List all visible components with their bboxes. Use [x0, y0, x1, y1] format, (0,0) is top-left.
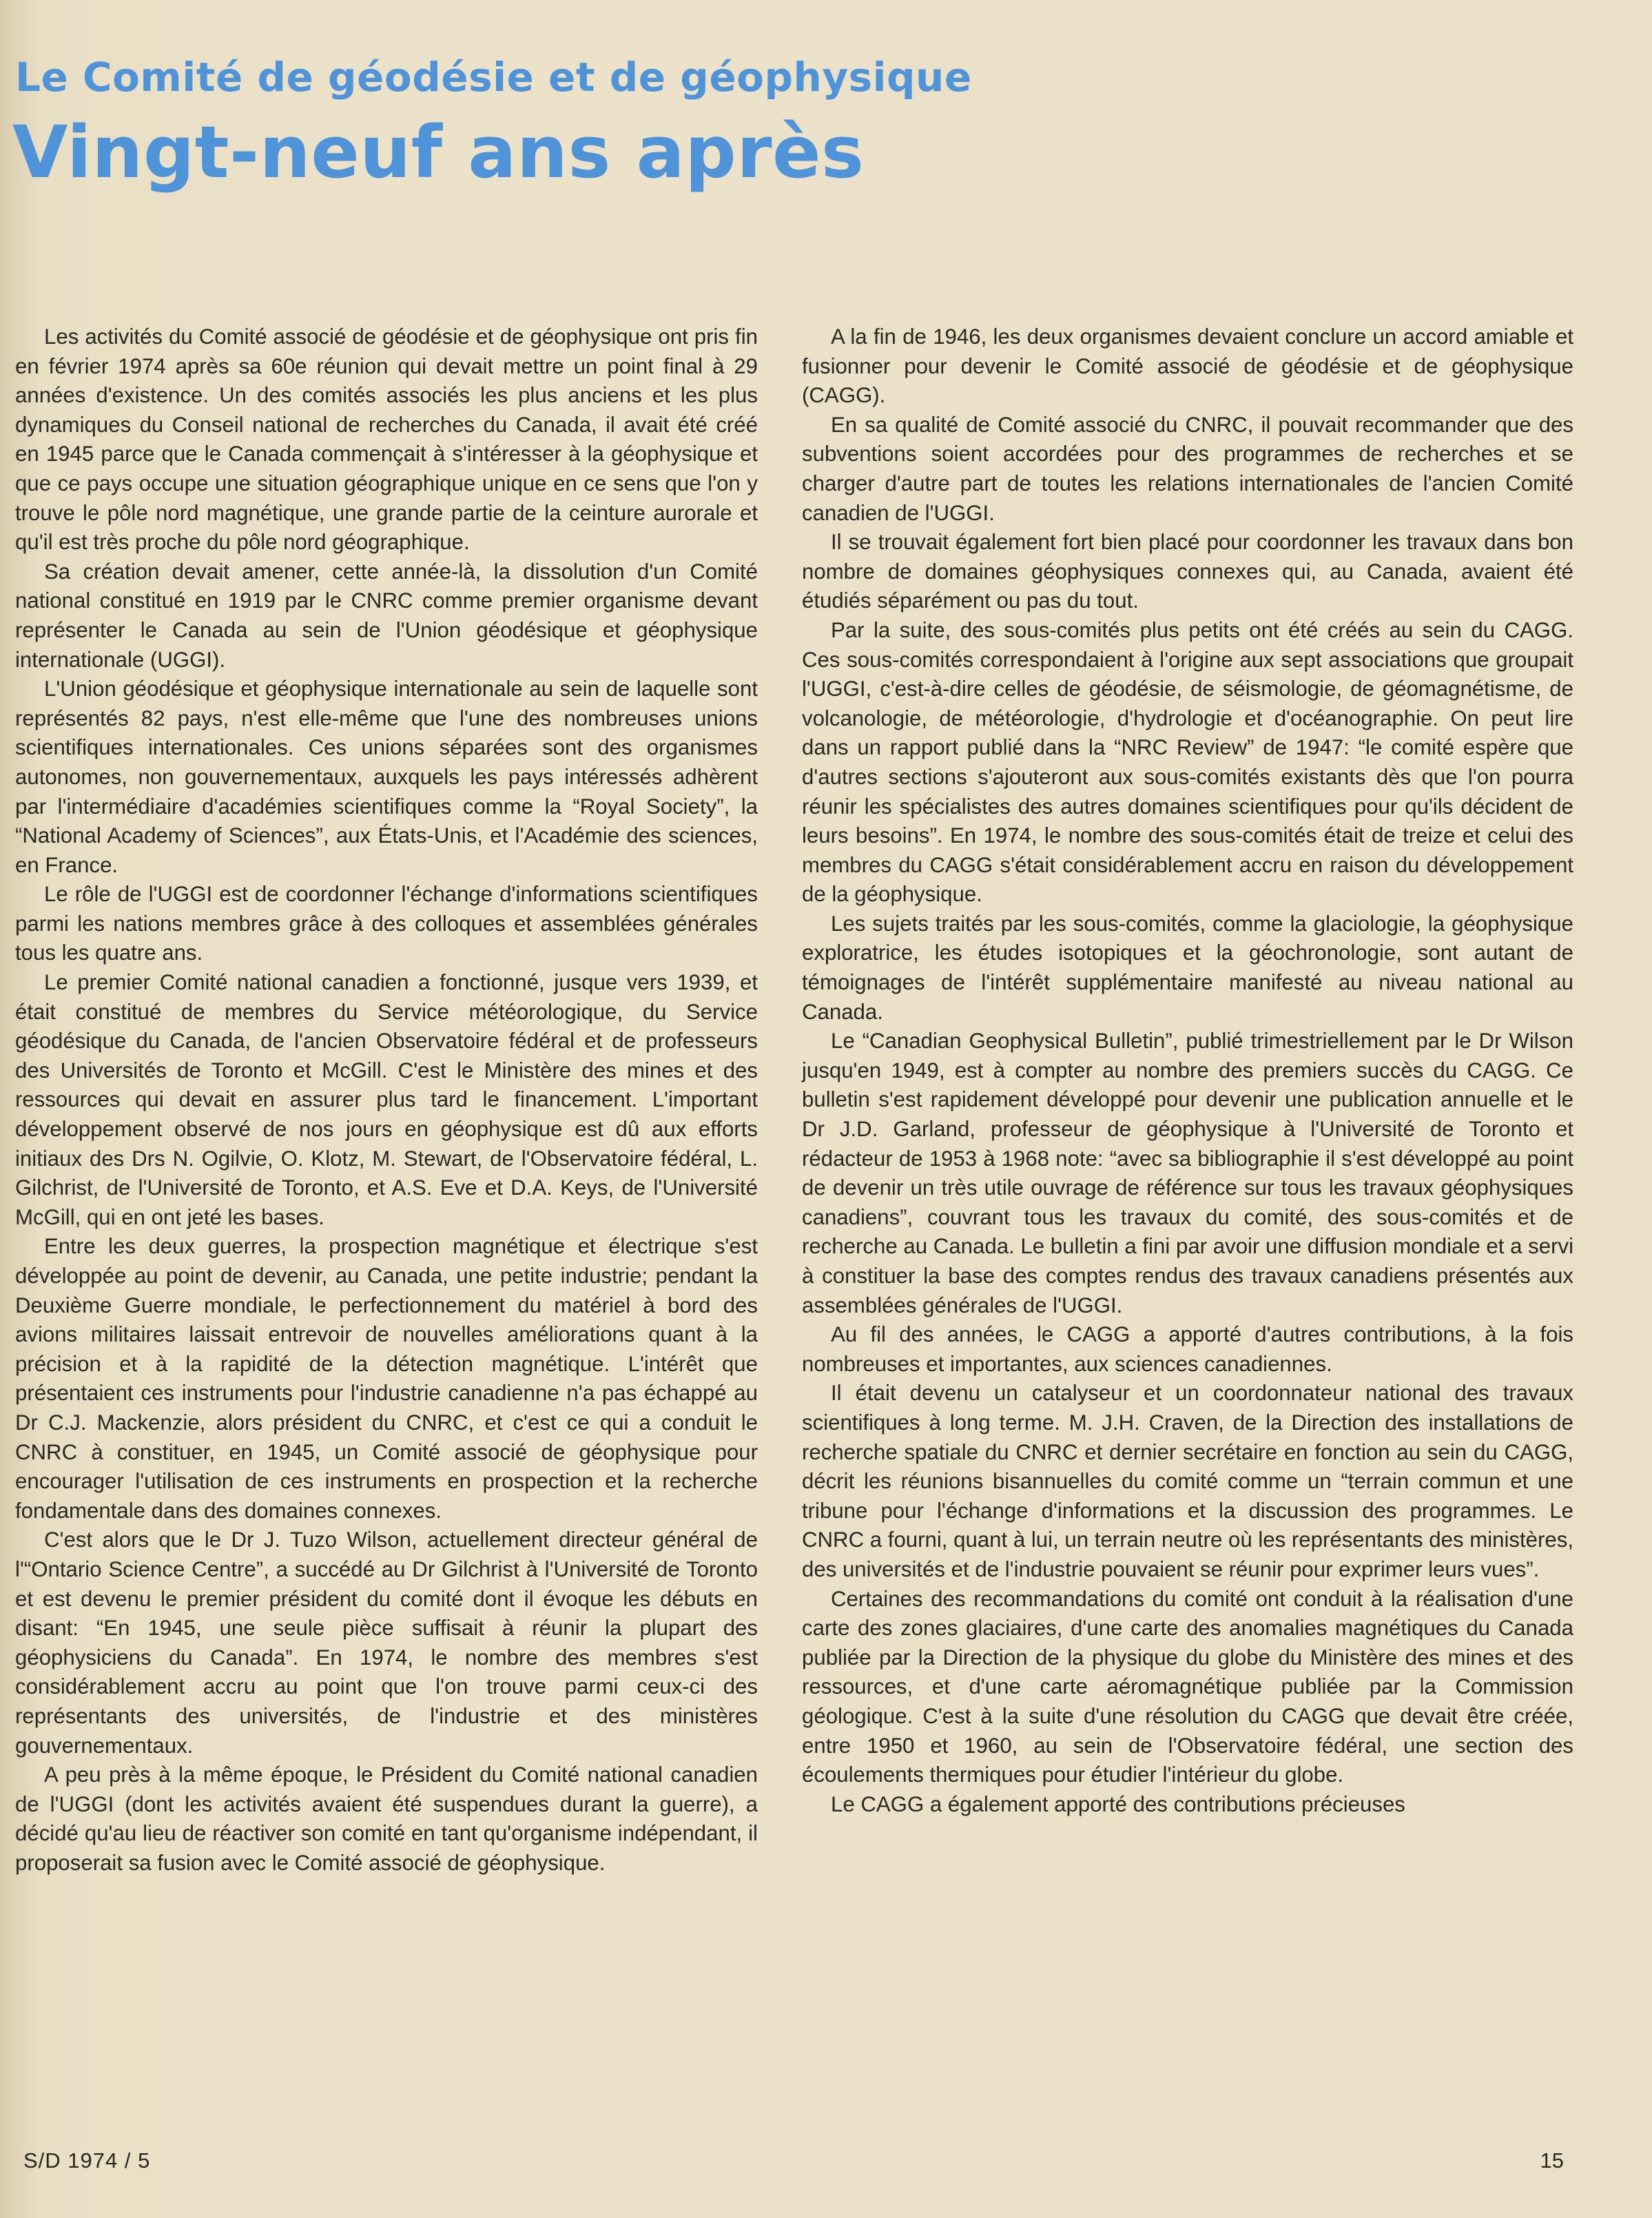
paragraph: A peu près à la même époque, le Président du Comité national canadien de l'UGGI (dont les activités avaient été suspendues durant la guerre), a décidé qu'au lieu de réactiver son comité en tant qu'organisme indépendant, il proposerait sa fusion avec le Comité associé de géophysique.: [15, 1763, 758, 1875]
paragraph: Le rôle de l'UGGI est de coordonner l'échange d'informations scientifiques parmi les nations membres grâce à des colloques et assemblées générales tous les quatre ans.: [15, 882, 758, 965]
paragraph: Entre les deux guerres, la prospection magnétique et électrique s'est développée au point de devenir, au Canada, une petite industrie; pendant la Deuxième Guerre mondiale, le perfectionnement du matériel à bord des avions militaires laissait entrevoir de nouvelles améliorations quant à la précision et à la rapidité de la détection magnétique. L'intérêt que présentaient ces instruments pour l'industrie canadienne n'a pas échappé au Dr C.J. Mackenzie, alors président du CNRC, et c'est ce qui a conduit le CNRC à constituer, en 1945, un Comité associé de géophysique pour encourager l'utilisation de ces instruments en prospection et la recherche fondamentale dans des domaines connexes.: [15, 1234, 758, 1523]
article-title: Vingt-neuf ans après: [12, 110, 865, 194]
paragraph: Le CAGG a également apporté des contributions précieuses: [831, 1791, 1405, 1816]
paragraph: Les activités du Comité associé de géodésie et de géophysique ont pris fin en février 1974 après sa 60e réunion qui devait mettre un point final à 29 années d'existence. Un des comités associés les plus anciens et les plus dynamiques du Conseil national de recherches du Canada, il avait été créé en 1945 parce que le Canada commençait à s'intéresser à la géophysique et que ce pays occupe une situation géographique unique en ce sens que l'on y trouve le pôle nord magnétique, une grande partie de la ceinture aurorale et qu'il est très proche du pôle nord géographique.: [15, 325, 758, 555]
right-column: [802, 322, 1573, 1819]
paragraph: Sa création devait amener, cette année-là, la dissolution d'un Comité national constitué en 1919 par le CNRC comme premier organisme devant représenter le Canada au sein de l'Union géodésique et géophysique internationale (UGGI).: [15, 559, 758, 672]
paragraph: Le “Canadian Geophysical Bulletin”, publié trimestriellement par le Dr Wilson jusqu'en 1949, est à compter au nombre des premiers succès du CAGG. Ce bulletin s'est rapidement développé pour devenir une publication annuelle et le Dr J.D. Garland, professeur de géophysique à l'Université de Toronto et rédacteur de 1953 à 1968 note: “avec sa bibliographie il s'est développé au point de devenir un très utile ouvrage de référence sur tous les travaux géophysiques canadiens”, couvrant tous les travaux du comité, des sous-comités et de recherche au Canada. Le bulletin a fini par avoir une diffusion mondiale et a servi à constituer la base des comptes rendus des travaux canadiens présentés aux assemblées générales de l'UGGI.: [802, 1029, 1573, 1317]
paragraph: Les sujets traités par les sous-comités, comme la glaciologie, la géophysique exploratrice, les études isotopiques et la géochronologie, sont autant de témoignages de l'intérêt supplémentaire manifesté au niveau national au Canada.: [802, 911, 1573, 1024]
paragraph: Il se trouvait également fort bien placé pour coordonner les travaux dans bon nombre de domaines géophysiques connexes qui, au Canada, avaient été étudiés séparément ou pas du tout.: [802, 530, 1573, 613]
paragraph: Au fil des années, le CAGG a apporté d'autres contributions, à la fois nombreuses et importantes, aux sciences canadiennes.: [802, 1322, 1573, 1376]
paragraph: Il était devenu un catalyseur et un coordonnateur national des travaux scientifiques à long terme. M. J.H. Craven, de la Direction des installations de recherche spatiale du CNRC et dernier secrétaire en fonction au sein du CAGG, décrit les réunions bisannuelles du comité comme un “terrain commun et une tribune pour l'échange d'informations et la discussion des programmes. Le CNRC a fourni, quant à lui, un terrain neutre où les représentants des ministères, des universités et de l'industrie pouvaient se réunir pour exprimer leurs vues”.: [802, 1381, 1573, 1581]
page-number: 15: [1540, 2148, 1564, 2173]
paragraph: Certaines des recommandations du comité ont conduit à la réalisation d'une carte des zones glaciaires, d'une carte des anomalies magnétiques du Canada publiée par la Direction de la physique du globe du Ministère des mines et des ressources, et d'une carte aéromagnétique publiée par la Commission géologique. C'est à la suite d'une résolution du CAGG que devait être créée, entre 1950 et 1960, au sein de l'Observatoire fédéral, une section des écoulements thermiques pour étudier l'intérieur du globe.: [802, 1586, 1573, 1787]
article-kicker: Le Comité de géodésie et de géophysique: [15, 54, 972, 101]
issue-label: S/D 1974 / 5: [23, 2148, 151, 2173]
paragraph: C'est alors que le Dr J. Tuzo Wilson, actuellement directeur général de l'“Ontario Science Centre”, a succédé au Dr Gilchrist à l'Université de Toronto et est devenu le premier président du comité dont il évoque les débuts en disant: “En 1945, une seule pièce suffisait à réunir la plupart des géophysiciens du Canada”. En 1974, le nombre des membres s'est considérablement accru au point que l'on trouve parmi ceux-ci des représentants des universités, de l'industrie et des ministères gouvernementaux.: [15, 1528, 758, 1758]
paragraph: L'Union géodésique et géophysique internationale au sein de laquelle sont représentés 82 pays, n'est elle-même que l'une des nombreuses unions scientifiques internationales. Ces unions séparées sont des organismes autonomes, non gouvernementaux, auxquels les pays intéressés adhèrent par l'intermédiaire d'académies scientifiques comme la “Royal Society”, la “National Academy of Sciences”, aux États-Unis, et l'Académie des sciences, en France.: [15, 677, 758, 877]
left-column: [15, 322, 758, 1878]
paragraph: A la fin de 1946, les deux organismes devaient conclure un accord amiable et fusionner pour devenir le Comité associé de géodésie et de géophysique (CAGG).: [802, 325, 1573, 408]
paragraph: Le premier Comité national canadien a fonctionné, jusque vers 1939, et était constitué de membres du Service météorologique, du Service géodésique du Canada, de l'ancien Observatoire fédéral et de professeurs des Universités de Toronto et McGill. C'est le Ministère des mines et des ressources qui devait en assurer plus tard le financement. L'important développement observé de nos jours en géophysique est dû aux efforts initiaux des Drs N. Ogilvie, O. Klotz, M. Stewart, de l'Observatoire fédéral, L. Gilchrist, de l'Université de Toronto, et A.S. Eve et D.A. Keys, de l'Université McGill, qui en ont jeté les bases.: [15, 970, 758, 1229]
paragraph: En sa qualité de Comité associé du CNRC, il pouvait recommander que des subventions soient accordées pour des programmes de recherches et se charger d'autre part de toutes les relations internationales de l'ancien Comité canadien de l'UGGI.: [802, 412, 1573, 525]
paragraph: Par la suite, des sous-comités plus petits ont été créés au sein du CAGG. Ces sous-comités correspondaient à l'origine aux sept associations que groupait l'UGGI, c'est-à-dire celles de géodésie, de séismologie, de géomagnétisme, de volcanologie, de météorologie, d'hydrologie et d'océanographie. On peut lire dans un rapport publié dans la “NRC Review” de 1947: “le comité espère que d'autres sections s'ajouteront aux sous-comités existants dès que l'on pourra réunir les spécialistes des autres domaines scientifiques pour qu'ils décident de leurs besoins”. En 1974, le nombre des sous-comités était de treize et celui des membres du CAGG s'était considérablement accru en raison du développement de la géophysique.: [802, 617, 1573, 907]
